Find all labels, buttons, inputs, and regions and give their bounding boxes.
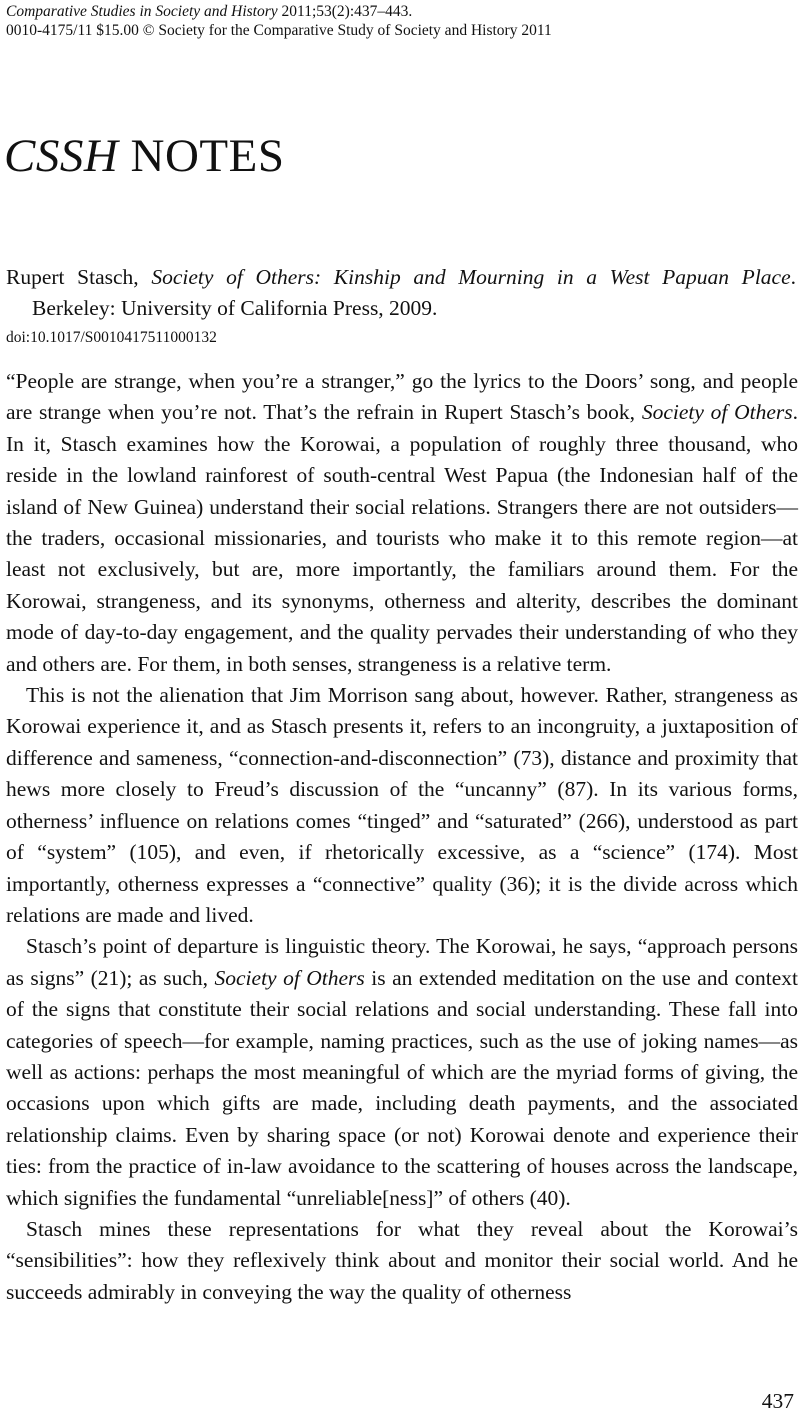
journal-name: Comparative Studies in Society and History <box>6 3 278 20</box>
paragraph-3-text-a: Stasch’s point of departure is linguistic theory. The Korowai, he says, “approach persons as signs” (21); as such, <box>6 934 798 990</box>
section-title-italic: CSSH <box>4 130 119 182</box>
book-title: Society of Others: Kinship and Mourning in a West Papuan Place <box>151 265 791 289</box>
publisher-info: . Berkeley: University of California Press, 2009. <box>32 265 796 320</box>
paragraph-3 <box>6 931 798 1214</box>
paragraph-1-book-title: Society of Others <box>641 400 793 425</box>
paragraph-1-text-c: . In it, Stasch examines how the Korowai, a population of roughly three thousand, who reside in the lowland rainforest of south-central West Papua (the Indonesian half of the island of New Guinea) understand their social relations. Strangers there are not outsiders—the traders, occasional missionaries, and tourists who make it to this remote region—at least not exclusively, but are, more importantly, the familiars around them. For the Korowai, strangeness, and its synonyms, otherness and alterity, describes the dominant mode of day-to-day engagement, and the quality pervades their understanding of who they and others are. For them, in both senses, strangeness is a relative term. <box>6 400 799 676</box>
article-body <box>6 366 798 1308</box>
section-title-rest: NOTES <box>118 130 285 182</box>
section-title <box>4 128 285 184</box>
paragraph-4: Stasch mines these representations for what they reveal about the Korowai’s “sensibilities”: how they reflexively think about and monitor their social world. And he succeeds admirably in conveying the way the quality of otherness <box>6 1216 798 1304</box>
paragraph-2: This is not the alienation that Jim Morrison sang about, however. Rather, strangeness as Korowai experience it, and as Stasch presents it, refers to an incongruity, a juxtaposition of difference and sameness, “connection-and-disconnection” (73), distance and proximity that hews more closely to Freud’s discussion of the “uncanny” (87). In its various forms, otherness’ influence on relations comes “tinged” and “saturated” (266), understood as part of “system” (105), and even, if rhetorically excessive, as a “science” (174). Most importantly, otherness expresses a “connective” quality (36); it is the divide across which relations are made and lived. <box>6 683 798 927</box>
review-author: Rupert Stasch, <box>6 265 152 289</box>
paragraph-1 <box>6 366 798 680</box>
issue-citation: 2011;53(2):437–443. <box>277 3 413 20</box>
page-number: 437 <box>761 1389 794 1413</box>
journal-citation-line <box>6 2 552 21</box>
running-head <box>6 2 552 40</box>
review-citation <box>6 262 796 324</box>
paragraph-3-text-c: is an extended meditation on the use and context of the signs that constitute their social relations and social understanding. These fall into categories of speech—for example, naming practices, such as the use of joking names—as well as actions: perhaps the most meaningful of which are the myriad forms of giving, the occasions upon which gifts are made, including death payments, and the associated relationship claims. Even by sharing space (or not) Korowai denote and experience their ties: from the practice of in-law avoidance to the scattering of houses across the landscape, which signifies the fundamental “unreliable[ness]” of others (40). <box>6 965 798 1210</box>
doi: doi:10.1017/S0010417511000132 <box>6 329 217 346</box>
paragraph-3-book-title: Society of Others <box>214 965 365 990</box>
copyright-line: 0010-4175/11 $15.00 © Society for the Comparative Study of Society and History 2011 <box>6 22 552 39</box>
paragraph-1-text-a: “People are strange, when you’re a stranger,” go the lyrics to the Doors’ song, and people are strange when you’re not. That’s the refrain in Rupert Stasch’s book, <box>6 369 798 425</box>
